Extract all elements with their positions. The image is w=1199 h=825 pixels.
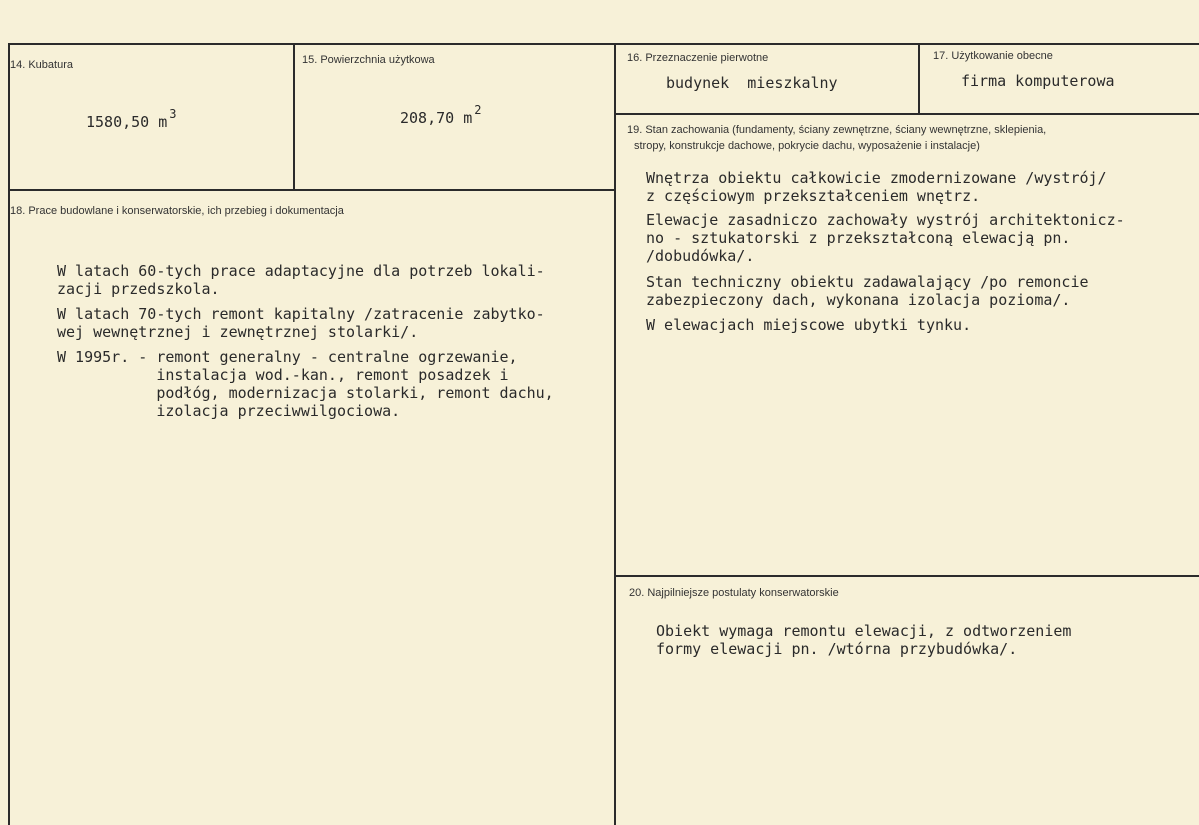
- field-19-label-line2: stropy, konstrukcje dachowe, pokrycie dachu, wyposażenie i instalacje): [634, 140, 980, 152]
- field-19-paragraph: Elewacje zasadniczo zachowały wystrój architektonicz- no - sztukatorski z przekształconą elewacją pn. /dobudówka/.: [646, 211, 1125, 265]
- field-15-value: [400, 103, 482, 128]
- field-16-value: budynek mieszkalny: [666, 74, 838, 92]
- rule-above-20: [614, 575, 1199, 577]
- kubatura-unit-exponent: 3: [169, 107, 177, 121]
- field-20-paragraph: Obiekt wymaga remontu elewacji, z odtworzeniem formy elewacji pn. /wtórna przybudówka/.: [656, 622, 1072, 658]
- rule-below-14-15: [8, 189, 615, 191]
- field-18-paragraph: W latach 70-tych remont kapitalny /zatracenie zabytko- wej wewnętrznej i zewnętrznej stolarki/.: [57, 305, 545, 341]
- field-18-label: 18. Prace budowlane i konserwatorskie, ich przebieg i dokumentacja: [10, 205, 344, 217]
- divider-16-17: [918, 43, 920, 114]
- field-19-label-line1: 19. Stan zachowania (fundamenty, ściany zewnętrzne, ściany wewnętrzne, sklepienia,: [627, 124, 1047, 136]
- field-18-paragraph: W latach 60-tych prace adaptacyjne dla potrzeb lokali- zacji przedszkola.: [57, 262, 545, 298]
- powierzchnia-value: 208,70 m: [400, 109, 473, 127]
- field-19-paragraph: W elewacjach miejscowe ubytki tynku.: [646, 316, 972, 334]
- field-14-value: [86, 107, 177, 132]
- divider-main: [614, 43, 616, 825]
- field-14-label: 14. Kubatura: [10, 59, 73, 71]
- field-17-value: firma komputerowa: [961, 72, 1115, 90]
- field-16-label: 16. Przeznaczenie pierwotne: [627, 52, 769, 64]
- divider-14-15: [293, 43, 295, 190]
- top-rule: [8, 43, 1199, 45]
- field-15-label: 15. Powierzchnia użytkowa: [302, 54, 435, 66]
- left-border: [8, 43, 10, 825]
- rule-below-16-17: [614, 113, 1199, 115]
- kubatura-value: 1580,50 m: [86, 113, 168, 131]
- field-18-paragraph: W 1995r. - remont generalny - centralne ogrzewanie, instalacja wod.-kan., remont posadzek i podłóg, modernizacja stolarki, remont dachu, izolacja przeciwwilgociowa.: [57, 348, 554, 420]
- field-17-label: 17. Użytkowanie obecne: [933, 50, 1053, 62]
- field-20-label: 20. Najpilniejsze postulaty konserwatorskie: [629, 587, 839, 599]
- powierzchnia-unit-exponent: 2: [474, 103, 482, 117]
- field-19-paragraph: Wnętrza obiektu całkowicie zmodernizowane /wystrój/ z częściowym przekształceniem wnętrz.: [646, 169, 1107, 205]
- field-19-paragraph: Stan techniczny obiektu zadawalający /po remoncie zabezpieczony dach, wykonana izolacja pozioma/.: [646, 273, 1089, 309]
